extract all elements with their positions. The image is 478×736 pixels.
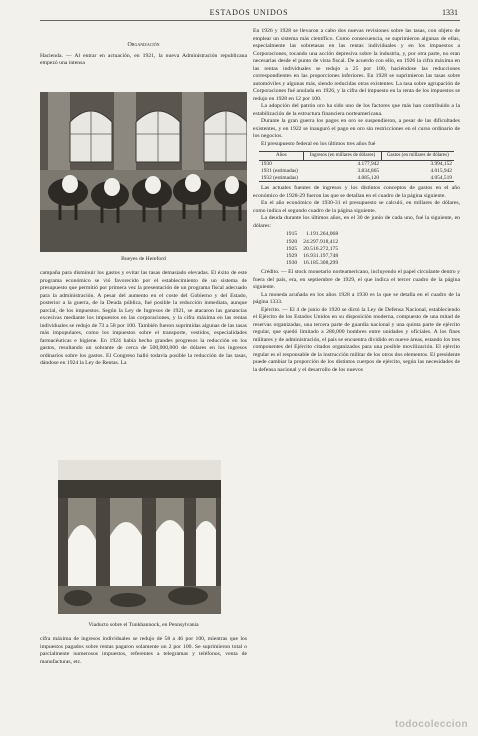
- page-number: 1331: [442, 8, 458, 17]
- budget-income: 3.834,865: [357, 167, 380, 174]
- debt-year: 1930: [286, 260, 298, 267]
- debt-amount: 16.931.197,748: [303, 253, 339, 259]
- budget-year: 1931 (estimadas): [261, 167, 298, 174]
- budget-header-years: Años: [259, 152, 304, 161]
- running-title: ESTADOS UNIDOS: [209, 8, 289, 17]
- budget-year: 1930: [261, 161, 272, 167]
- hereford-cattle-photo: [40, 92, 247, 252]
- table-row: [259, 175, 454, 182]
- debt-year: 1925: [286, 245, 298, 252]
- table-row: [283, 246, 341, 253]
- budget-header-income: Ingresos (en millares de dólares): [304, 152, 381, 161]
- table-row: [283, 239, 341, 246]
- army-paragraph: Ejército. — El 4 de junio de 1920 se dictó la Ley de Defensa Nacional, estableciendo el Ejército de los Estados Unidos en su disposición moderna, compuesto de una mitad de reservas organizadas, una tercera parte de guardia nacional y una quinta parte de ejército regular, que quedó limitado a 280,000 hombres entre unidades y oficiales. A los fines militares y de administración, el país se encuentra dividido en nueve áreas, estando los tres componentes del Ejército citados organizados para una posible movilización. El ejército regular es el responsable de la instrucción militar de los otros dos elementos. El presidente puede cambiar la proporción de los distintos cuerpos de ejército, según las necesidades de la defensa nacional y el desarrollo de los nuevos: [253, 306, 460, 373]
- cattle-photo-caption: Bueyes de Hereford: [121, 256, 166, 262]
- page-header: [40, 8, 458, 20]
- header-rule: [40, 20, 460, 21]
- right-column: [253, 28, 460, 374]
- table-row: [283, 231, 341, 238]
- budget-estimate-paragraph: En el año económico de 1930-31 el presupuesto se calculó, en millares de dólares, como indica el segundo cuadro de la página siguiente.: [253, 200, 460, 214]
- tunkhannock-viaduct-photo: [58, 460, 221, 614]
- debt-year: 1920: [286, 238, 298, 245]
- gold-standard-paragraph: La adopción del patrón oro ha sido uno de los factores que más han contribuido a la estabilización de la estructura financiera norteamericana.: [253, 103, 460, 117]
- debt-year: 1929: [286, 253, 298, 259]
- credit-paragraph: Crédito. — El stock monetario norteamericano, incluyendo el papel circulante dentro y fuera del país, era, en septiembre de 1929, el que indica el tercer cuadro de la página siguiente.: [253, 269, 460, 291]
- gold-payments-paragraph: Durante la gran guerra los pagos en oro se suspendieron, a pesar de las dificultades existentes, y en 1922 se inauguró el pago en oro sin restricciones en el curso ordinario de los negocios.: [253, 118, 460, 139]
- section-title: Organización: [127, 42, 160, 48]
- revenue-sources-paragraph: Las actuales fuentes de ingresos y los distintos conceptos de gastos en el año económico de 1928-29 fueron las que se detallan en el cuadro de la página siguiente.: [253, 185, 460, 199]
- budget-intro: El presupuesto federal en los últimos tres años fué: [261, 140, 376, 147]
- intro-paragraph: Hacienda. — Al entrar en actuación, en 1921, la nueva Administración republicana empezó una intensa: [40, 52, 247, 66]
- budget-table: [259, 151, 454, 182]
- debt-intro-paragraph: La deuda durante los últimos años, en el 30 de junio de cada uno, fué la siguiente, en dólares:: [253, 215, 460, 229]
- table-row: [259, 168, 454, 175]
- coinage-paragraph: La moneda acuñada en los años 1928 a 1930 es la que se detalla en el cuadro de la página 1333.: [253, 291, 460, 306]
- budget-year: 1932 (estimadas): [261, 174, 298, 181]
- viaduct-photo-caption: Viaducto sobre el Tunkhannock, en Pennsylvania: [88, 622, 199, 628]
- table-row: [259, 161, 454, 168]
- watermark: todocoleccion: [395, 719, 468, 730]
- debt-amount: 16.185.308,299: [303, 260, 339, 267]
- budget-income: 4.085,120: [357, 174, 380, 181]
- table-row: [283, 253, 341, 260]
- tax-revision-paragraph: En 1926 y 1928 se llevaron a cabo dos nuevas revisiones sobre las tasas, con objeto de emplear un sistema más científico. Como consecuencia, se suprimieron algunas de ellas, especialmente las sobretasas en las rentas individuales y en los impuestos a Corporaciones, tocando una acción depresiva sobre la industria, y, por otra parte, no eran necesarias desde el punto de vista fiscal. De acuerdo con ello, en 1926 la cifra máxima en las rentas individuales se redujo a 25 por 100, haciéndose las reducciones correspondientes en las proporciones inferiores. En 1928 se suprimieron las tasas sobre automóviles y algunas más, siendo reducidas otras existentes. La tasa sobre agrupación de Corporaciones fué anulada en 1926, y la cifra del impuesto en la renta de los impuestos se redujo en 1928 en 12 por 100.: [253, 28, 460, 102]
- budget-expenses: 3.994,152: [430, 161, 452, 167]
- left-top-text: [40, 42, 247, 68]
- table-row: [283, 260, 341, 267]
- budget-expenses: 4.015,942: [430, 167, 452, 174]
- left-main-paragraph: campaña para disminuir los gastos y evitar las tasas demasiado elevadas. El éxito de este programa económico se vió favorecido por el establecimiento de un sistema de presupuesto que permitió por primera vez la presentación de un programa fiscal adecuado para la administración. A pesar del aumento en el coste del Gobierno y del Estado, posterior a la guerra, de la Deuda pública, fué posible la reducción inmediata, aunque parcial, de los impuestos. Según la Ley de Ingresos de 1921, se atacaron las ganancias excesivas mediante los impuestos en las corporaciones, y la cifra máxima en las rentas individuales se redujo de 73 a 58 por 100. También fueron suprimidas algunas de las tasas más impopulares, como los impuestos sobre el transporte, vestidos, especialidades farmacéuticas e higiene. En 1924 había hecho grandes progresos la reducción en los gastos, resultando un sobrante de cerca de 500,000,000 de dólares en los ingresos ordinarios sobre los gastos. El Congreso halló todavía posible la reducción de las tasas, dándose en 1924 la Ley de Rentas. La: [40, 270, 247, 366]
- debt-amount: 1.191.264,068: [305, 231, 339, 238]
- left-main-text: [40, 270, 247, 368]
- left-bottom-paragraph: cifra máxima de ingresos individuales se redujo de 58 a 46 por 100, mientras que los impuestos pagados sobre rentas pagaron solamente un 2 por 100. Se suprimieron total o parcialmente numerosos impuestos, referentes a telegramas y teléfonos, venta de manufacturas, etc.: [40, 636, 247, 665]
- budget-header-expenses: Gastos (en millares de dólares): [381, 152, 454, 161]
- debt-table: [283, 231, 341, 267]
- budget-expenses: 4.054,519: [430, 174, 452, 181]
- debt-amount: 20.516.272,175: [303, 245, 339, 252]
- budget-table-wrap: [259, 151, 454, 182]
- budget-income: 4.177,942: [357, 161, 380, 167]
- debt-amount: 24.297.918,412: [303, 238, 339, 245]
- debt-year: 1915: [286, 231, 298, 238]
- left-bottom-text: [40, 636, 247, 666]
